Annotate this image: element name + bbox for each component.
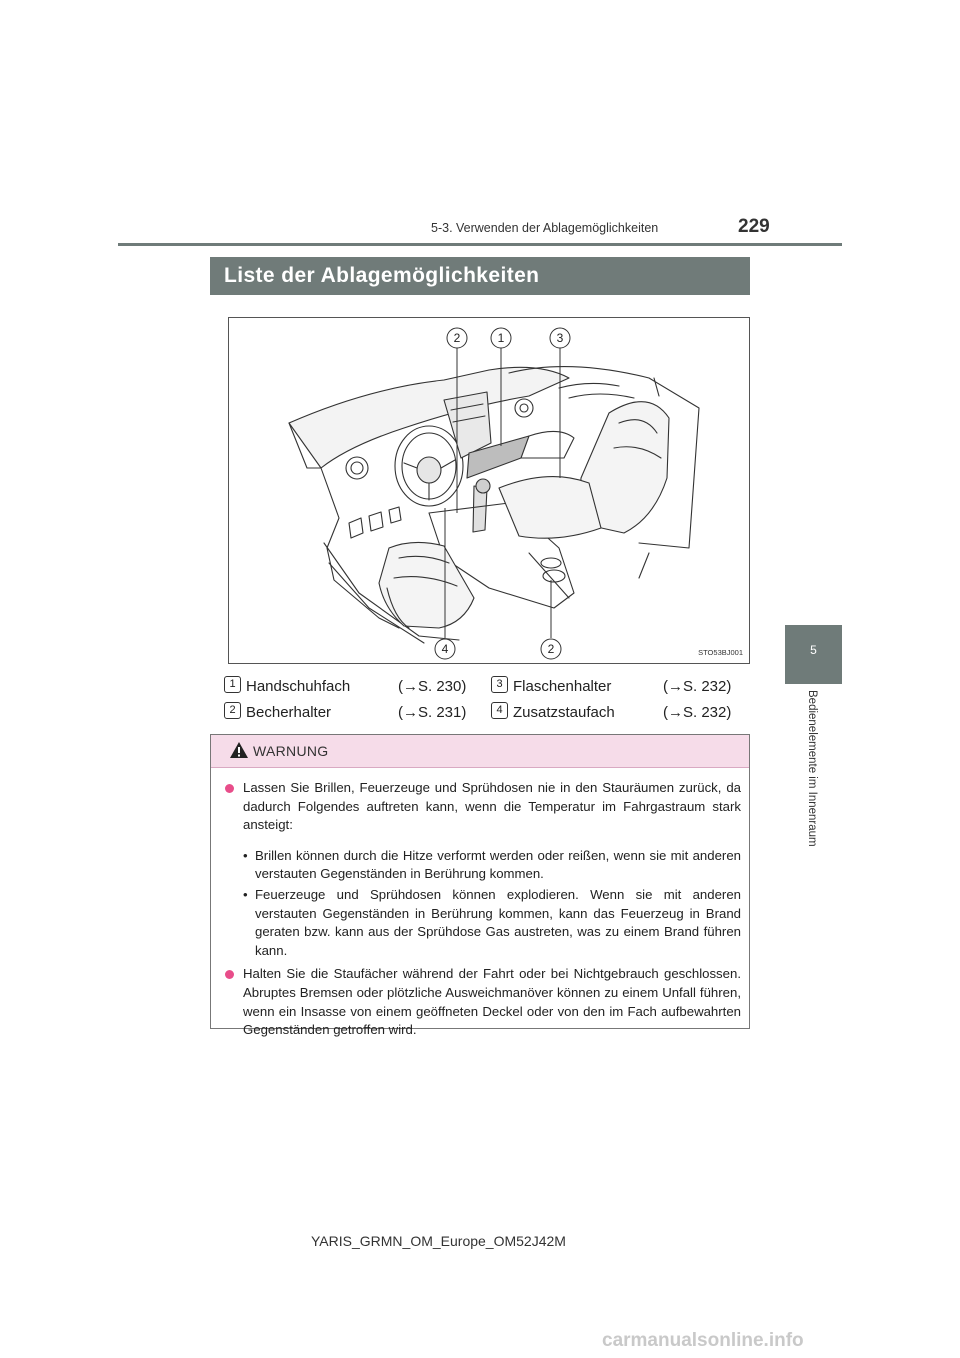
legend-number: 4 <box>491 702 508 719</box>
page-reference: (→S. 232) <box>663 678 732 695</box>
warning-bullet <box>225 779 741 835</box>
watermark: carmanualsonline.info <box>602 1330 804 1351</box>
warning-header <box>211 735 749 768</box>
warning-triangle-icon <box>229 741 249 759</box>
warning-text: Halten Sie die Staufächer während der Fahrt oder bei Nichtgebrauch geschlossen. Abruptes Bremsen oder plötzliche Ausweichmanöver können zu einem Unfall führen, wenn ein Insasse von einem geöffneten Deckel oder von den im Fach aufbewahrten Gegenständen getroffen wird. <box>243 966 741 1038</box>
chapter-number: 5 <box>810 643 817 657</box>
callout-bottom-2: 2 <box>547 642 555 656</box>
legend-number: 3 <box>491 676 508 693</box>
warning-title: WARNUNG <box>253 743 329 759</box>
header-rule <box>118 243 842 246</box>
chapter-label: Bedienelemente im Innenraum <box>806 690 818 847</box>
page-number: 229 <box>738 216 770 237</box>
warning-sub-item <box>225 847 741 884</box>
page-reference: (→S. 232) <box>663 704 732 721</box>
warning-sub-item <box>225 886 741 960</box>
legend-number: 1 <box>224 676 241 693</box>
bullet-dot-icon <box>225 970 234 979</box>
callout-top-3: 3 <box>556 331 564 345</box>
warning-bullet <box>225 965 741 1039</box>
callout-top-1: 2 <box>453 331 461 345</box>
page-reference: (→S. 230) <box>398 678 467 695</box>
warning-body <box>225 779 741 1040</box>
car-interior-illustration <box>229 318 749 663</box>
bullet-dot-icon <box>225 784 234 793</box>
legend-label: Becherhalter <box>246 704 332 721</box>
legend-number: 2 <box>224 702 241 719</box>
interior-figure <box>228 317 750 664</box>
warning-box <box>210 734 750 1038</box>
running-head: 5-3. Verwenden der Ablagemöglichkeiten <box>431 221 659 235</box>
legend-label: Zusatzstaufach <box>513 704 615 721</box>
figure-code: STO53BJ001 <box>698 648 743 657</box>
sub-bullet-icon: • <box>243 847 248 863</box>
callout-top-2: 1 <box>497 331 505 345</box>
section-title: Liste der Ablagemöglichkeiten <box>210 257 750 295</box>
page-reference: (→S. 231) <box>398 704 467 721</box>
legend-label: Handschuhfach <box>246 678 351 695</box>
legend-label: Flaschenhalter <box>513 678 612 695</box>
callout-bottom-1: 4 <box>441 642 449 656</box>
warning-sub-text: Brillen können durch die Hitze verformt werden oder reißen, wenn sie mit anderen verstauten Gegenständen in Berührung kommen. <box>255 847 741 882</box>
document-id: YARIS_GRMN_OM_Europe_OM52J42M <box>311 1233 566 1249</box>
warning-sub-text: Feuerzeuge und Sprühdosen können explodieren. Wenn sie mit anderen verstauten Gegenständen in Berührung kommen, kann das Feuerzeug in Brand geraten bzw. kann aus der Sprühdose Gas austreten, was zu einem Brand führen kann. <box>255 886 741 958</box>
warning-text: Lassen Sie Brillen, Feuerzeuge und Sprühdosen nie in den Stauräumen zurück, da dadurch Folgendes auftreten kann, wenn die Temperatur im Fahrgastraum stark ansteigt: <box>243 780 741 833</box>
sub-bullet-icon: • <box>243 886 248 902</box>
chapter-tab <box>785 625 842 684</box>
figure-legend <box>210 676 750 728</box>
